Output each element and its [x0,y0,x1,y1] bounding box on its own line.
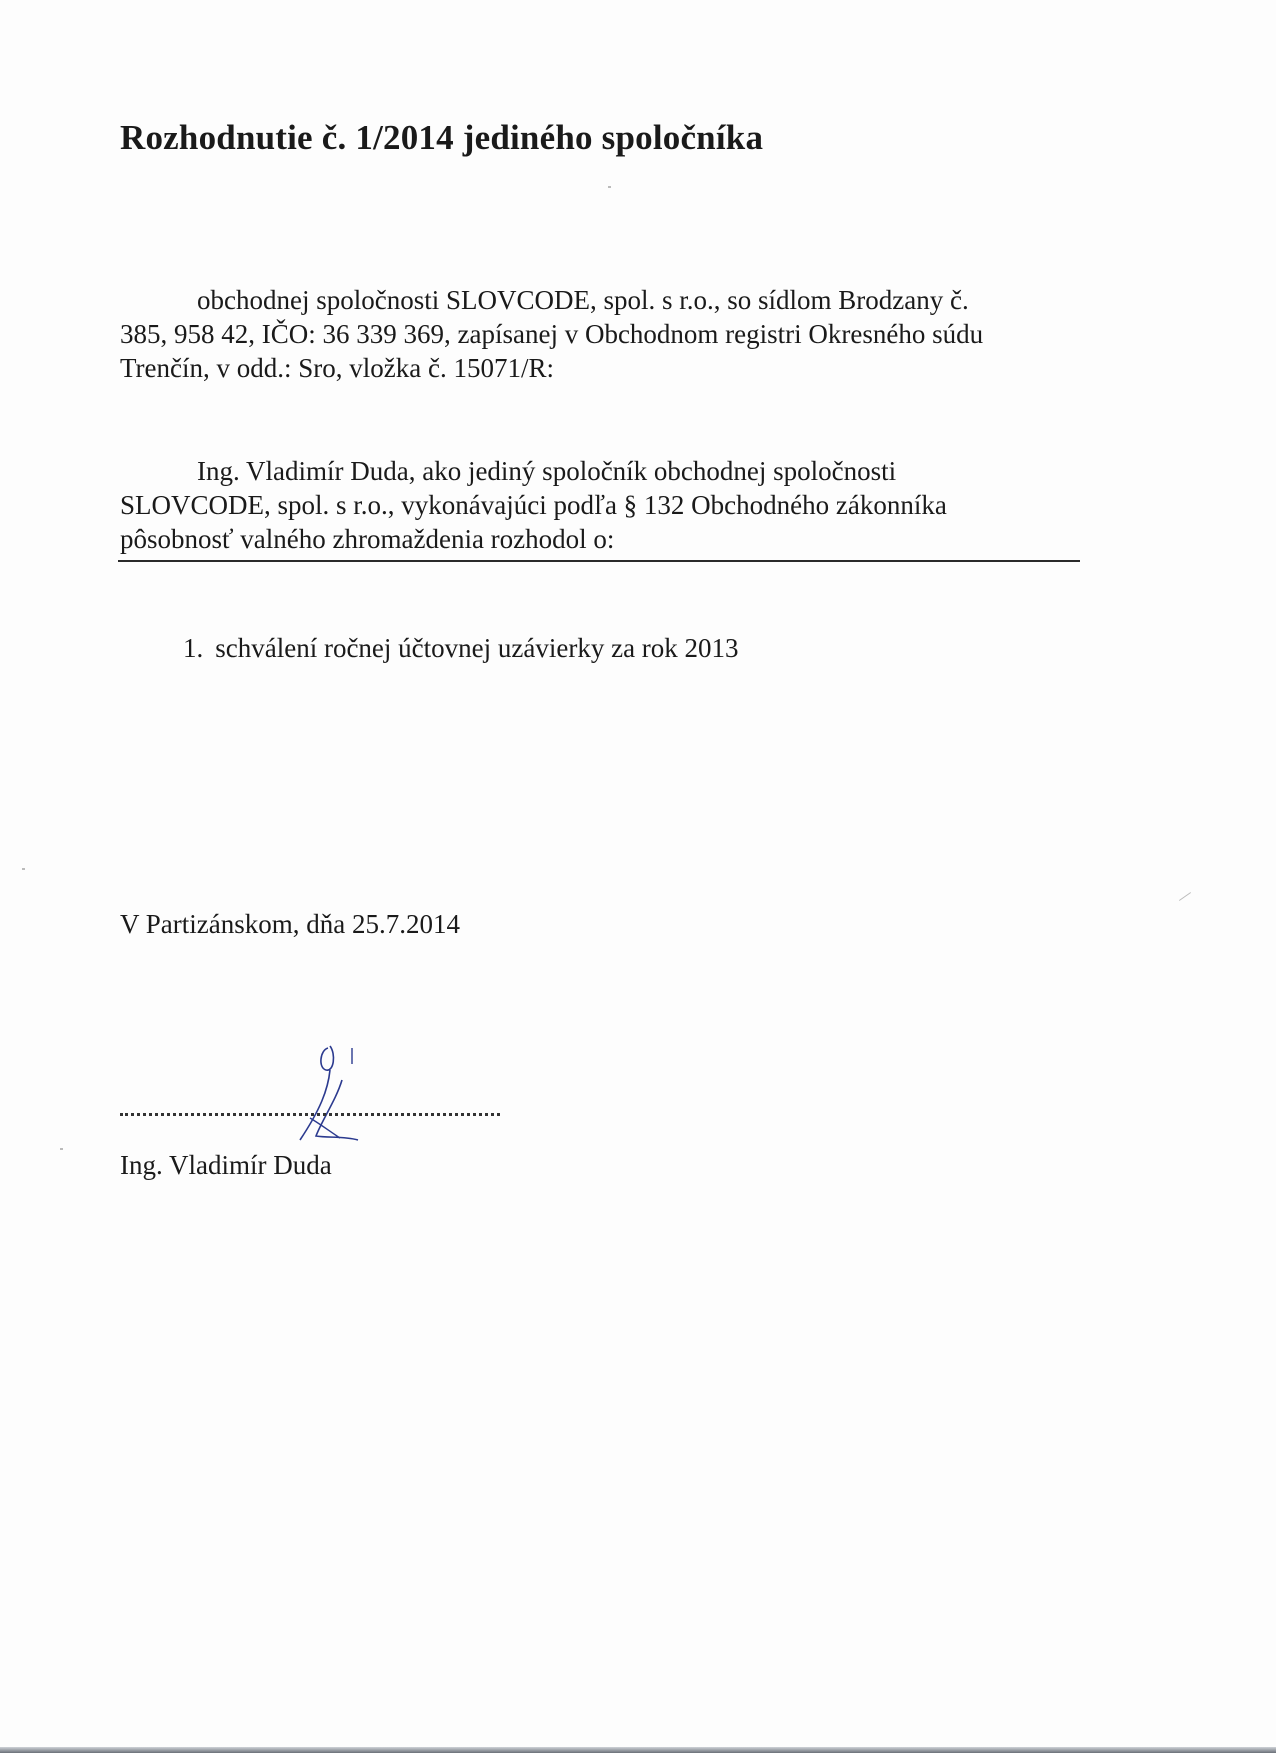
scan-speck [22,868,25,870]
separator-rule [118,560,1080,562]
decision-item-number: 1. [183,633,204,663]
scan-speck [60,1148,63,1150]
signature-line [120,1113,500,1116]
scan-edge [0,1747,1276,1753]
signer-name: Ing. Vladimír Duda [120,1150,332,1180]
decision-item-text: schválení ročnej účtovnej uzávierky za rok 2013 [215,633,739,663]
document-title: Rozhodnutie č. 1/2014 jediného spoločníka [120,118,764,157]
place-and-date: V Partizánskom, dňa 25.7.2014 [120,909,460,939]
company-paragraph-line-1: obchodnej spoločnosti SLOVCODE, spol. s r.o., so sídlom Brodzany č. [197,285,969,315]
scan-speck [608,186,611,188]
handwritten-signature-icon [280,1040,400,1150]
resolution-paragraph [120,454,1080,556]
decision-item [183,633,739,664]
company-paragraph-line-2: 385, 958 42, IČO: 36 339 369, zapísanej v Obchodnom registri Okresného súdu [120,319,984,349]
scan-speck [1179,892,1191,901]
company-paragraph [120,283,1080,385]
resolution-paragraph-line-3: pôsobnosť valného zhromaždenia rozhodol o: [120,524,615,554]
resolution-paragraph-line-1: Ing. Vladimír Duda, ako jediný spoločník obchodnej spoločnosti [197,456,897,486]
resolution-paragraph-line-2: SLOVCODE, spol. s r.o., vykonávajúci podľa § 132 Obchodného zákonníka [120,490,947,520]
company-paragraph-line-3: Trenčín, v odd.: Sro, vložka č. 15071/R: [120,353,554,383]
